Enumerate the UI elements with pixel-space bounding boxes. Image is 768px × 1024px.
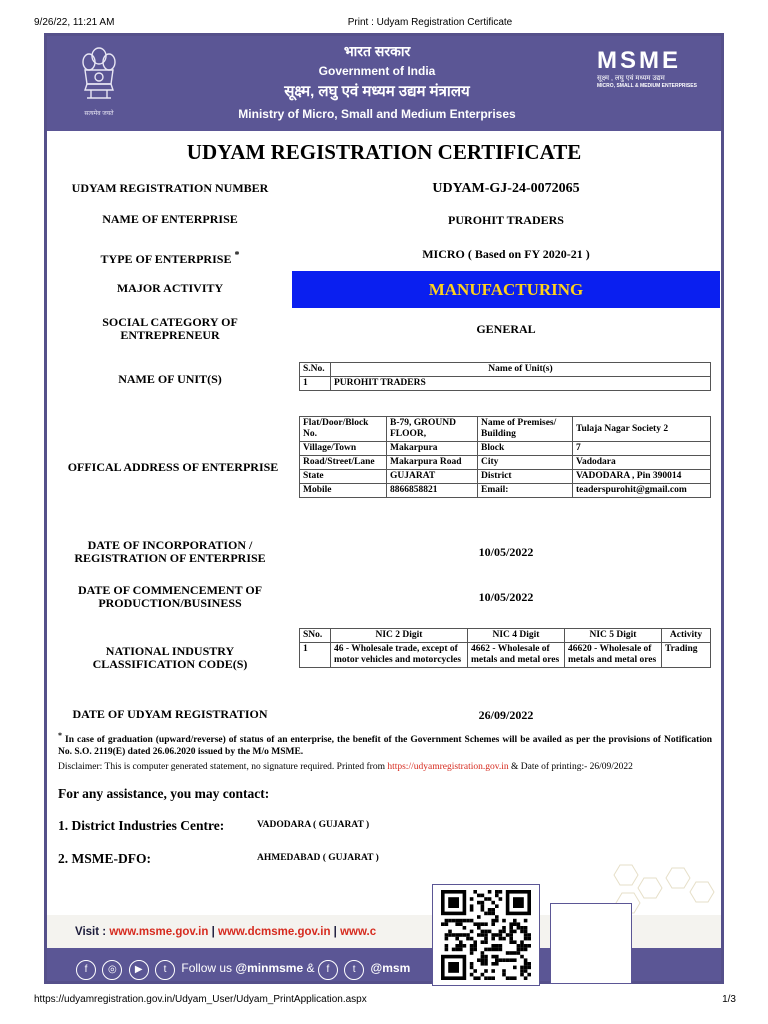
address-cell: District: [478, 470, 573, 484]
address-cell: Village/Town: [300, 442, 387, 456]
major-activity-value: MANUFACTURING: [292, 271, 720, 308]
nic-col-5digit: NIC 5 Digit: [565, 629, 662, 643]
address-label: OFFICAL ADDRESS OF ENTERPRISE: [67, 460, 279, 474]
major-activity-label: MAJOR ACTIVITY: [116, 281, 224, 295]
nic-cell: 46620 - Wholesale of metals and metal ores: [565, 643, 662, 668]
incorporation-label: DATE OF INCORPORATION / REGISTRATION OF ENTERPRISE: [74, 538, 266, 565]
instagram-icon[interactable]: ◎: [102, 960, 122, 980]
nic-col-sno: SNo.: [300, 629, 331, 643]
nic-cell: 4662 - Wholesale of metals and metal ores: [468, 643, 565, 668]
address-cell: teaderspurohit@gmail.com: [573, 484, 711, 498]
units-col-sno: S.No.: [300, 363, 331, 377]
units-table-header: [300, 363, 711, 377]
certificate-header: [47, 36, 721, 131]
address-cell: Makarpura Road: [387, 456, 478, 470]
twitter-icon[interactable]: t: [344, 960, 364, 980]
nic-label: NATIONAL INDUSTRY CLASSIFICATION CODE(S): [92, 644, 248, 671]
address-cell: Makarpura: [387, 442, 478, 456]
social-category-label: SOCIAL CATEGORY OF ENTREPRENEUR: [102, 315, 238, 342]
follow-amp: &: [306, 961, 315, 975]
social-handle: @minmsme: [235, 961, 304, 975]
commencement-label: DATE OF COMMENCEMENT OF PRODUCTION/BUSINESS: [77, 583, 263, 610]
twitter-icon[interactable]: t: [155, 960, 175, 980]
address-cell: Tulaja Nagar Society 2: [573, 417, 711, 442]
address-cell: Flat/Door/Block No.: [300, 417, 387, 442]
udyam-date-label: DATE OF UDYAM REGISTRATION: [72, 707, 268, 721]
footnote-text: In case of graduation (upward/reverse) of status of an enterprise, the benefit of the Government Schemes will be availed as per the provisions of Notification No. S.O. 2119(E) dated 26.06.2020 issued by the M/o MSME.: [58, 735, 713, 758]
address-cell: 7: [573, 442, 711, 456]
enterprise-type-label-text: TYPE OF ENTERPRISE: [100, 252, 232, 266]
visit-links: [75, 926, 376, 938]
address-cell: Vadodara: [573, 456, 711, 470]
nic-table-header: [300, 629, 711, 643]
facebook-icon[interactable]: f: [318, 960, 338, 980]
dic-label: 1. District Industries Centre:: [58, 818, 225, 833]
footnote-asterisk: *: [58, 731, 62, 740]
assistance-heading: For any assistance, you may contact:: [58, 786, 270, 801]
print-timestamp: 9/26/22, 11:21 AM: [34, 17, 115, 28]
msme-logo-text: MSME: [597, 47, 681, 74]
national-emblem-icon: [77, 44, 121, 117]
address-cell: B-79, GROUND FLOOR,: [387, 417, 478, 442]
disclaimer-link[interactable]: https://udyamregistration.gov.in: [387, 762, 509, 772]
dfo-label: 2. MSME-DFO:: [58, 851, 151, 866]
print-page-title: Print : Udyam Registration Certificate: [347, 17, 513, 28]
enterprise-type-value: MICRO ( Based on FY 2020-21 ): [422, 247, 590, 261]
commencement-date: 10/05/2022: [478, 590, 534, 604]
address-cell: City: [478, 456, 573, 470]
table-row: [300, 470, 711, 484]
units-row-sno: 1: [300, 377, 331, 391]
dic-value: VADODARA ( GUJARAT ): [257, 820, 370, 830]
hindi-ministry-text: सूक्ष्म, लघु एवं मध्यम उद्यम मंत्रालय: [284, 83, 470, 100]
nic-col-activity: Activity: [662, 629, 711, 643]
table-row: [300, 417, 711, 442]
follow-prefix: Follow us: [181, 961, 233, 975]
enterprise-name-label: NAME OF ENTERPRISE: [102, 212, 238, 226]
social-handle-2: @msm: [370, 961, 411, 975]
graduation-footnote: [58, 730, 712, 758]
reg-number-value: UDYAM-GJ-24-0072065: [432, 181, 580, 196]
visit-prefix: Visit :: [75, 926, 107, 938]
nic-cell: Trading: [662, 643, 711, 668]
units-table: [299, 362, 711, 391]
gov-of-india-text: Government of India: [318, 64, 436, 78]
nic-cell: 46 - Wholesale trade, except of motor vehicles and motorcycles: [331, 643, 468, 668]
facebook-icon[interactable]: f: [76, 960, 96, 980]
enterprise-type-label: [55, 249, 285, 266]
table-row: [300, 442, 711, 456]
nic-table: [299, 628, 711, 668]
msme-logo-hindi: सूक्ष्म , लघु एवं मध्यम उद्यम: [597, 75, 665, 82]
reg-number-label: UDYAM REGISTRATION NUMBER: [71, 181, 269, 195]
enterprise-type-asterisk: *: [234, 250, 240, 261]
print-page-number: 1/3: [722, 994, 736, 1005]
units-row-name: PUROHIT TRADERS: [331, 377, 711, 391]
address-cell: Email:: [478, 484, 573, 498]
incorporation-date: 10/05/2022: [478, 545, 534, 559]
msme-logo-sub: MICRO, SMALL & MEDIUM ENTERPRISES: [597, 83, 697, 89]
table-row: [300, 456, 711, 470]
follow-row: [76, 958, 410, 978]
msme-logo: [597, 48, 707, 89]
address-cell: Name of Premises/ Building: [478, 417, 573, 442]
disclaimer-prefix: Disclaimer: This is computer generated statement, no signature required. Printed from: [58, 762, 385, 772]
hindi-gov-text: भारत सरकार: [343, 43, 411, 59]
enterprise-name-value: PUROHIT TRADERS: [448, 213, 564, 227]
ministry-text: Ministry of Micro, Small and Medium Enterprises: [238, 107, 516, 121]
units-label: NAME OF UNIT(S): [118, 372, 222, 386]
site-separator: |: [333, 926, 337, 938]
udyam-date-value: 26/09/2022: [478, 708, 534, 722]
dfo-value: AHMEDABAD ( GUJARAT ): [257, 853, 379, 863]
units-col-name: Name of Unit(s): [331, 363, 711, 377]
address-cell: Road/Street/Lane: [300, 456, 387, 470]
disclaimer-suffix: & Date of printing:- 26/09/2022: [511, 762, 633, 772]
certificate-frame: [44, 33, 724, 984]
address-cell: State: [300, 470, 387, 484]
address-cell: 8866858821: [387, 484, 478, 498]
nic-col-2digit: NIC 2 Digit: [331, 629, 468, 643]
site-link-c[interactable]: www.c: [340, 926, 377, 938]
youtube-icon[interactable]: ▶: [129, 960, 149, 980]
table-row: [300, 484, 711, 498]
address-cell: VADODARA , Pin 390014: [573, 470, 711, 484]
disclaimer: [58, 762, 718, 772]
site-link-msme[interactable]: www.msme.gov.in: [109, 926, 209, 938]
address-cell: Mobile: [300, 484, 387, 498]
print-url: https://udyamregistration.gov.in/Udyam_User/Udyam_PrintApplication.aspx: [34, 994, 367, 1005]
certificate-title: UDYAM REGISTRATION CERTIFICATE: [186, 140, 582, 164]
site-separator: |: [211, 926, 215, 938]
table-row: [300, 643, 711, 668]
nic-col-4digit: NIC 4 Digit: [468, 629, 565, 643]
table-row: [300, 377, 711, 391]
address-cell: Block: [478, 442, 573, 456]
photo-placeholder: [550, 903, 632, 984]
emblem-caption: सत्यमेव जयते: [84, 111, 114, 117]
social-category-value: GENERAL: [476, 322, 536, 336]
site-link-dcmsme[interactable]: www.dcmsme.gov.in: [218, 926, 331, 938]
address-cell: GUJARAT: [387, 470, 478, 484]
nic-cell: 1: [300, 643, 331, 668]
address-table: [299, 416, 711, 498]
qr-code-icon: [432, 884, 540, 986]
